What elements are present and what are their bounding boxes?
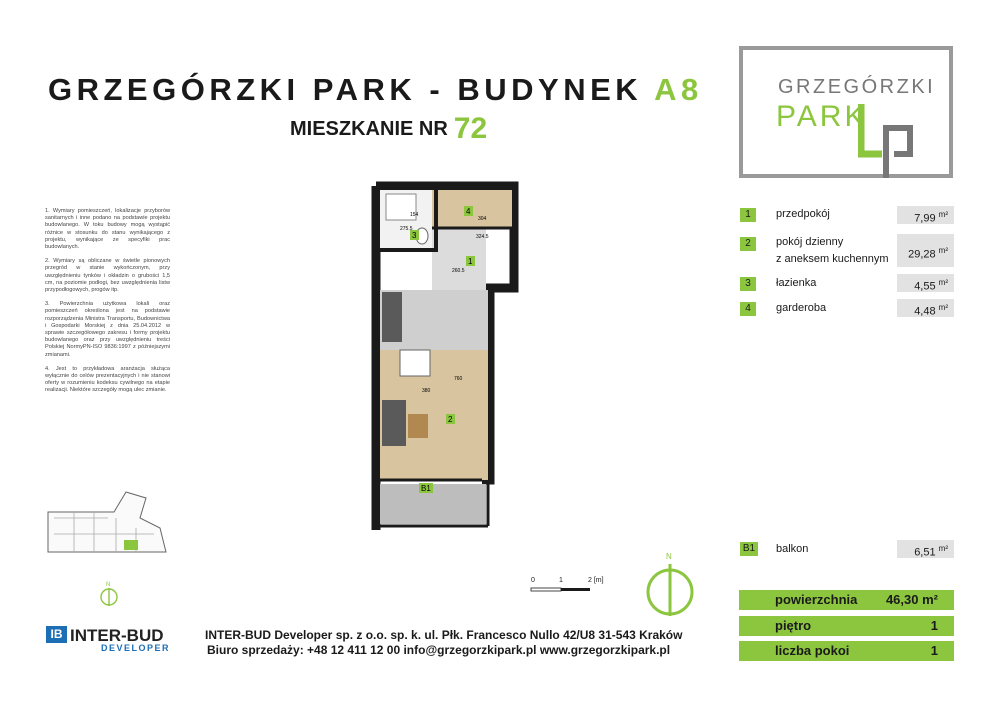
- note-4: 4. Jest to przykładowa aranżacja służąca wyłącznie do celów prezentacyjnych i nie stanowi oferty w rozumieniu kodeksu cywilnego na etapie realizacji. Niektóre szczegóły mogą ulec zmianie.: [45, 365, 170, 394]
- room-4-number: 4: [740, 302, 756, 316]
- summary-rooms-label: liczba pokoi: [775, 643, 850, 658]
- logo-line1: GRZEGÓRZKI: [778, 76, 936, 98]
- plan-label-3: 3: [412, 231, 417, 240]
- room-3-area-value: 4,55: [914, 280, 936, 293]
- summary-floor-value: 1: [930, 618, 938, 633]
- note-2: 2. Wymiary są obliczane w świetle pionowych przegród w stanie wykończonym, przy uwzględnieniu tynków i okładzin o grubości 1,5 cm, na poziomie podłogi, bez uwzględnienia listw przypodłogowych, progów itp.: [45, 258, 170, 294]
- summary-rooms: [739, 641, 954, 661]
- room-4-area-value: 4,48: [914, 305, 936, 318]
- room-4-area: [897, 299, 954, 317]
- compass-small-icon: [98, 580, 122, 608]
- developer-tagline: DEVELOPER: [101, 643, 171, 653]
- room-4-name: garderoba: [776, 302, 827, 314]
- room-2-area-unit: m²: [938, 246, 948, 255]
- dim-7: 154: [410, 212, 419, 218]
- room-2-area-value: 29,28: [908, 248, 936, 261]
- room-2-area: [897, 234, 954, 267]
- plan-label-4: 4: [466, 207, 471, 216]
- balcony-number: B1: [740, 542, 758, 556]
- title-text: GRZEGÓRZKI PARK - BUDYNEK: [48, 72, 643, 107]
- dim-5: 380: [422, 388, 431, 394]
- summary-floor: [739, 616, 954, 636]
- room-4-area-unit: m²: [938, 303, 948, 312]
- room-1-number: 1: [740, 208, 756, 222]
- page-title: [48, 72, 703, 108]
- developer-name: INTER-BUD: [70, 626, 164, 645]
- plan-label-1: 1: [468, 257, 473, 266]
- compass-small-n: N: [106, 582, 111, 588]
- logo-line2: PARK: [776, 100, 868, 133]
- dim-2: 260.5: [452, 268, 465, 274]
- key-plan: [44, 488, 174, 558]
- scale-2: 2 [m]: [588, 577, 604, 584]
- dim-3: 324.5: [476, 234, 489, 240]
- room-2-number: 2: [740, 237, 756, 251]
- footer-contact: Biuro sprzedaży: +48 12 411 12 00 info@grzegorzkipark.pl www.grzegorzkipark.pl: [207, 643, 671, 657]
- summary-rooms-value: 1: [930, 643, 938, 658]
- note-1: 1. Wymiary pomieszczeń, lokalizacje przyborów sanitarnych i inne podano na podstawie projektu budowlanego. W toku budowy mogą wystąpić różnice w stosunku do stanu wynikającego z projektu, wynikające ze specyfiki prac budowlanych.: [45, 208, 170, 251]
- balcony-name: balkon: [776, 543, 809, 555]
- notes-block: [45, 208, 170, 402]
- dim-1: 304: [478, 216, 487, 222]
- flat-number: 72: [453, 112, 488, 145]
- summary-floor-label: piętro: [775, 618, 812, 633]
- summary-area-label: powierzchnia: [775, 592, 858, 607]
- scale-0: 0: [531, 577, 535, 584]
- room-1-area-value: 7,99: [914, 212, 936, 225]
- room-3-area: [897, 274, 954, 292]
- compass-large-n: N: [666, 552, 672, 561]
- dim-6: 275.5: [400, 226, 413, 232]
- room-3-name: łazienka: [776, 277, 817, 289]
- balcony-area: [897, 540, 954, 558]
- building-code: A8: [654, 72, 703, 107]
- room-1-area-unit: m²: [938, 210, 948, 219]
- summary-area-value: 46,30 m²: [885, 592, 938, 607]
- room-1-area: [897, 206, 954, 224]
- subtitle-text: MIESZKANIE NR: [290, 118, 448, 140]
- key-plan-highlight: [124, 540, 138, 550]
- scale-1: 1: [559, 577, 563, 584]
- floor-plan: [370, 180, 530, 532]
- balcony-area-value: 6,51: [914, 546, 936, 559]
- scale-bar: [530, 587, 592, 593]
- summary-area: [739, 590, 954, 610]
- room-2-name-line2: z aneksem kuchennym: [776, 253, 889, 265]
- room-3-area-unit: m²: [938, 278, 948, 287]
- compass-large-icon: [640, 550, 700, 618]
- plan-label-2: 2: [448, 415, 453, 424]
- flat-subtitle: [290, 112, 487, 146]
- note-3: 3. Powierzchnia użytkowa lokali oraz pomieszczeń określona jest na podstawie rozporządzenia Ministra Transportu, Budownictwa i Gospodarki Morskiej z dnia 25.04.2012 w sprawie szczegółowego zakresu i formy projektu budowlanego oraz przy uwzględnieniu treści Polskiej NormyPN-ISO 9836:1997 z późniejszymi zmianami.: [45, 301, 170, 358]
- room-3-number: 3: [740, 277, 756, 291]
- balcony-area-unit: m²: [938, 544, 948, 553]
- dim-4: 760: [454, 376, 463, 382]
- plan-label-b1: B1: [421, 484, 431, 493]
- footer-address: INTER-BUD Developer sp. z o.o. sp. k. ul. Płk. Francesco Nullo 42/U8 31-543 Kraków: [205, 628, 683, 642]
- room-2-name: pokój dzienny: [776, 236, 844, 248]
- room-1-name: przedpokój: [776, 208, 830, 220]
- logo-mark-icon: [858, 102, 918, 180]
- developer-logo-icon: IB: [46, 626, 67, 643]
